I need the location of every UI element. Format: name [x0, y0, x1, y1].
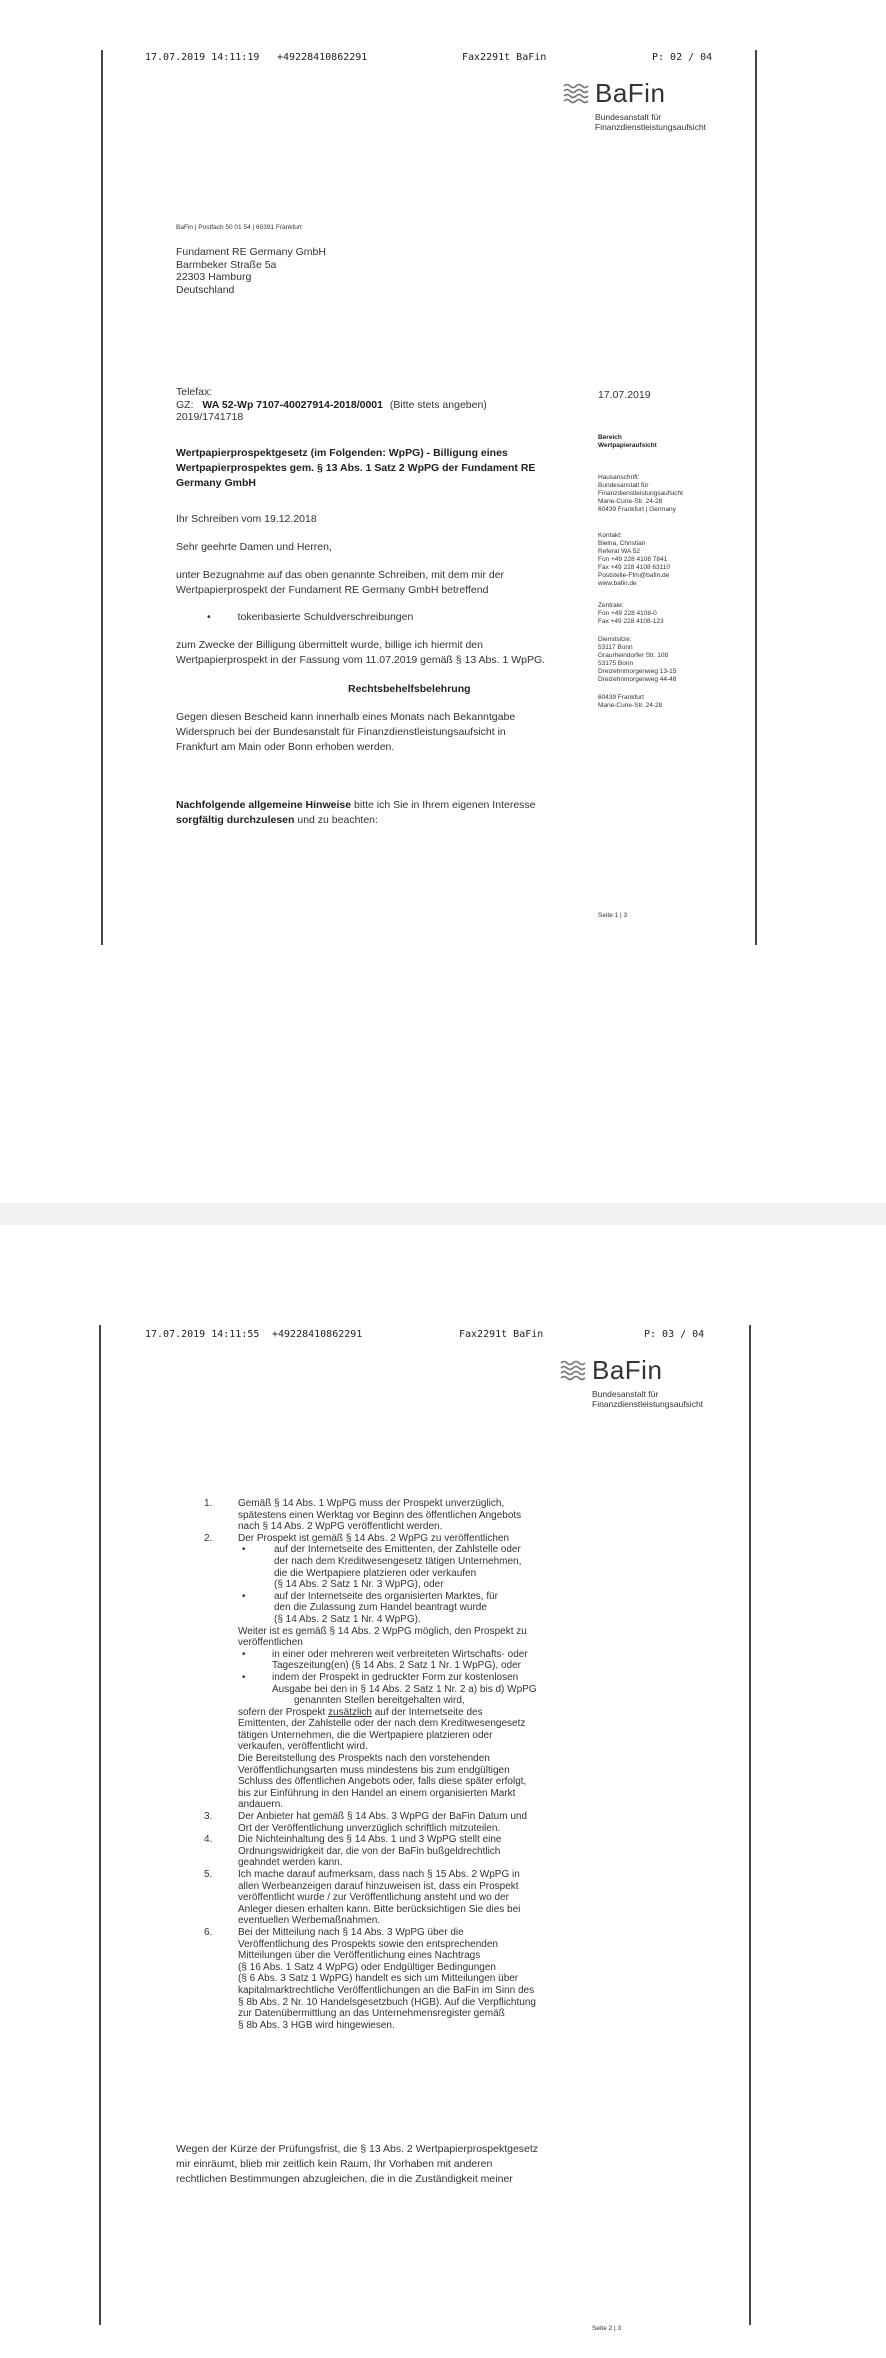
page-footer: Seite 2 | 3 [592, 2325, 622, 2332]
sidebar-frankfurt [598, 694, 662, 710]
side-line: 53117 Bonn [598, 644, 633, 651]
closing-line: Wegen der Kürze der Prüfungsfrist, die § 13 Abs. 2 Wertpapierprospektgesetz [176, 2143, 539, 2155]
list-item [204, 1985, 584, 1997]
letter-date: 17.07.2019 [598, 389, 651, 401]
logo-subtitle [592, 1389, 703, 1409]
body-line: Widerspruch bei der Bundesanstalt für Finanzdienstleistungsaufsicht in [176, 726, 506, 738]
list-text: Schluss des öffentlichen Angebots oder, falls diese später erfolgt, [238, 1776, 527, 1788]
list-text: kapitalmarktrechtliche Veröffentlichungen an die BaFin im Sinn des [238, 1984, 535, 1996]
gz-value: WA 52-Wp 7107-40027914-2018/0001 [202, 398, 383, 411]
body-line: unter Bezugnahme auf das oben genannte Schreiben, mit dem mir der [176, 569, 505, 581]
side-line: Graurheindorfer Str. 108 [598, 652, 669, 659]
left-margin-line [101, 50, 103, 945]
list-item [204, 1695, 584, 1707]
telefax-label: Telefax: [176, 386, 213, 398]
body-paragraph-2 [176, 638, 545, 668]
list-item [204, 1776, 584, 1788]
list-item [204, 1973, 584, 1985]
list-text: nach § 14 Abs. 2 WpPG veröffentlicht werden. [238, 1521, 443, 1533]
side-line: Fon +49 228 4108-0 [598, 610, 657, 617]
bullet-dot: • [242, 1544, 246, 1556]
list-item [204, 1602, 584, 1614]
list-text: die die Wertpapiere platzieren oder verkaufen [274, 1567, 477, 1579]
list-text: Ordnungswidrigkeit dar, die von der BaFin bußgeldrechtlich [238, 1845, 501, 1857]
list-text: geahndet werden kann. [238, 1857, 343, 1869]
right-margin-line [749, 1325, 751, 2325]
list-text: tätigen Unternehmen, die die Wertpapiere platzieren oder [238, 1729, 493, 1741]
list-item [204, 1637, 584, 1649]
list-item [204, 1684, 584, 1696]
hinweise-bold: Nachfolgende allgemeine Hinweise [176, 799, 352, 811]
list-item [204, 1753, 584, 1765]
list-text: Tageszeitung(en) (§ 14 Abs. 2 Satz 1 Nr. 1 WpPG), oder [272, 1660, 522, 1672]
reference-block [176, 386, 487, 424]
list-item [204, 1660, 584, 1672]
list-item [204, 1904, 584, 1916]
bafin-logo [563, 78, 723, 134]
gz-label: GZ: [176, 398, 194, 411]
salutation: Sehr geehrte Damen und Herren, [176, 541, 332, 553]
side-line: Finanzdienstleistungsaufsicht [598, 490, 683, 497]
list-item [204, 1939, 584, 1951]
list-number: 2. [204, 1532, 213, 1544]
logo-subtitle-line: Bundesanstalt für [595, 112, 662, 122]
side-line: Dienstsitze: [598, 636, 632, 643]
body-line: Wertpapierprospekt in der Fassung vom 11.07.2019 gemäß § 13 Abs. 1 WpPG. [176, 654, 546, 666]
fax-page-2 [0, 1225, 886, 2358]
list-item [204, 1788, 584, 1800]
side-line: Hausanschrift: [598, 474, 640, 481]
recipient-address [176, 246, 326, 296]
list-item [204, 1533, 584, 1545]
logo-name: BaFin [595, 78, 666, 108]
list-item [204, 1811, 584, 1823]
list-item [204, 1869, 584, 1881]
body-line: Gegen diesen Bescheid kann innerhalb eines Monats nach Bekanntgabe [176, 711, 516, 723]
side-line: Dreizehnmorgenweg 13-15 [598, 668, 677, 675]
list-text: Weiter ist es gemäß § 14 Abs. 2 WpPG möglich, den Prospekt zu [238, 1625, 527, 1637]
closing-line: rechtlichen Bestimmungen abzugleichen, die in die Zuständigkeit meiner [176, 2173, 513, 2185]
list-item [204, 1544, 584, 1556]
hints-list [204, 1498, 584, 2031]
list-item [204, 1950, 584, 1962]
list-item [204, 1707, 584, 1719]
list-text: § 8b Abs. 2 Nr. 10 Handelsgesetzbuch (HGB). Auf die Verpflichtung [238, 1996, 536, 2008]
list-item [204, 1568, 584, 1580]
right-margin-line [755, 50, 757, 945]
list-text: Veröffentlichung des Prospekts sowie den entsprechenden [238, 1938, 498, 1950]
side-line: Fax +49 228 4108 63110 [598, 564, 670, 571]
recipient-line: 22303 Hamburg [176, 271, 252, 283]
body-line: Frankfurt am Main oder Bonn erhoben werden. [176, 741, 395, 753]
sidebar-dienstsitze [598, 636, 676, 684]
side-line: Bielna, Christian [598, 540, 646, 547]
list-text: indem der Prospekt in gedruckter Form zur kostenlosen [272, 1671, 519, 1683]
hinweise-text: bitte ich Sie in Ihrem eigenen Interesse [351, 799, 536, 811]
list-number: 4. [204, 1834, 213, 1846]
list-text: Emittenten, der Zahlstelle oder der nach dem Kreditwesengesetz [238, 1718, 526, 1730]
body-line: Wertpapierprospekt der Fundament RE Germany GmbH betreffend [176, 584, 489, 596]
hinweise-intro [176, 798, 536, 828]
list-item [204, 1823, 584, 1835]
list-text: auf der Internetseite des Emittenten, der Zahlstelle oder [274, 1544, 521, 1556]
bullet-dot: • [242, 1590, 246, 1602]
bullet-item [207, 610, 413, 624]
list-text: Die Nichteinhaltung des § 14 Abs. 1 und 3 WpPG stellt eine [238, 1834, 502, 1846]
list-text: Mitteilungen über die Veröffentlichung eines Nachtrags [238, 1950, 481, 1962]
fax-page-number: P: 02 / 04 [652, 52, 713, 63]
list-item [204, 1881, 584, 1893]
fax-timestamp: 17.07.2019 14:11:55 [145, 1329, 260, 1340]
side-line: Referat WA 52 [598, 548, 641, 555]
bullet-dot: • [207, 611, 211, 623]
bafin-logo [560, 1355, 720, 1411]
list-text: in einer oder mehreren weit verbreiteten Wirtschafts- oder [272, 1648, 528, 1660]
list-text: (§ 6 Abs. 3 Satz 1 WpPG) handelt es sich um Mitteilungen über [238, 1973, 519, 1985]
subject-line [176, 446, 535, 491]
side-line: Marie-Curie-Str. 24-28 [598, 498, 663, 505]
list-text: (§ 14 Abs. 2 Satz 1 Nr. 4 WpPG). [274, 1613, 421, 1625]
sender-line: BaFin | Postfach 50 01 54 | 60391 Frankfurt [176, 224, 302, 231]
rechtsbehelf-heading: Rechtsbehelfsbelehrung [348, 683, 471, 695]
list-text: andauern. [238, 1799, 284, 1811]
list-item [204, 1614, 584, 1626]
list-text: spätestens einen Werktag vor Beginn des öffentlichen Angebots [238, 1509, 522, 1521]
side-line: Fax +49 228 4108-123 [598, 618, 664, 625]
bullet-text: tokenbasierte Schuldverschreibungen [237, 611, 414, 623]
list-item [204, 1997, 584, 2009]
left-margin-line [99, 1325, 101, 2325]
side-line: www.bafin.de [598, 580, 637, 587]
sidebar-bereich [598, 434, 657, 450]
side-line: Dreizehnmorgenweg 44-48 [598, 676, 677, 683]
list-item [204, 1962, 584, 1974]
list-text: bis zur Einführung in den Handel an einem organisierten Markt [238, 1787, 516, 1799]
hinweise-line [176, 798, 536, 813]
list-text: genannten Stellen bereitgehalten wird, [294, 1695, 465, 1707]
subject-text: Wertpapierprospektgesetz (im Folgenden: WpPG) - Billigung eines [176, 447, 508, 459]
body-paragraph-1 [176, 568, 504, 598]
subject-text: Germany GmbH [176, 477, 256, 489]
hinweise-text: und zu beachten: [294, 814, 378, 826]
subject-text: Wertpapierprospektes gem. § 13 Abs. 1 Satz 2 WpPG der Fundament RE [176, 462, 536, 474]
list-text: Der Anbieter hat gemäß § 14 Abs. 3 WpPG der BaFin Datum und [238, 1811, 528, 1823]
logo-subtitle [595, 112, 706, 132]
fax-number: +49228410862291 [277, 52, 368, 63]
list-item [204, 1510, 584, 1522]
list-text: Der Prospekt ist gemäß § 14 Abs. 2 WpPG zu veröffentlichen [238, 1532, 510, 1544]
list-item [204, 1591, 584, 1603]
recipient-line: Barmbeker Straße 5a [176, 258, 277, 271]
list-text: der nach dem Kreditwesengesetz tätigen Unternehmen, [274, 1555, 522, 1567]
list-text: Ich mache darauf aufmerksam, dass nach § 15 Abs. 2 WpPG in [238, 1869, 520, 1880]
list-text: Veröffentlichungsarten muss mindestens bis zum endgültigen [238, 1764, 510, 1776]
list-text: veröffentlicht wurde / zur Veröffentlichung ansteht und wo der [238, 1892, 509, 1904]
list-item [204, 1915, 584, 1927]
side-line: 60439 Frankfurt | Germany [598, 506, 676, 513]
bereich-value: Wertpapieraufsicht [598, 442, 657, 449]
list-item [204, 2008, 584, 2020]
hinweise-bold: sorgfältig durchzulesen [176, 814, 295, 826]
list-number: 6. [204, 1926, 213, 1938]
hinweise-line [176, 813, 536, 828]
bafin-waves-icon [560, 1359, 586, 1381]
list-text: veröffentlichen [238, 1637, 303, 1649]
bereich-label: Bereich [598, 434, 622, 441]
list-item [204, 1579, 584, 1591]
bullet-dot: • [242, 1671, 246, 1683]
logo-subtitle-line: Finanzdienstleistungsaufsicht [592, 1399, 704, 1409]
closing-line: mir einräumt, blieb mir zeitlich kein Raum, Ihr Vorhaben mit anderen [176, 2158, 493, 2170]
list-text: allen Werbeanzeigen darauf hinzuweisen ist, dass ein Prospekt [238, 1880, 519, 1892]
body-line: zum Zwecke der Billigung übermittelt wurde, billige ich hiermit den [176, 639, 483, 651]
side-line: Bundesanstalt für [598, 482, 649, 489]
side-line: Marie-Curie-Str. 24-28 [598, 702, 663, 709]
fax-channel: Fax2291t BaFin [459, 1329, 544, 1340]
gz-note: (Bitte stets angeben) [389, 398, 487, 411]
fax-page-number: P: 03 / 04 [644, 1329, 705, 1340]
list-item [204, 1857, 584, 1869]
list-text: eventuellen Werbemaßnahmen. [238, 1915, 381, 1927]
list-text: auf der Internetseite des organisierten Marktes, für [274, 1590, 499, 1602]
list-item [204, 1892, 584, 1904]
bullet-dot: • [242, 1648, 246, 1660]
list-item [204, 1765, 584, 1777]
list-text: § 8b Abs. 3 HGB wird hingewiesen. [238, 2019, 395, 2031]
underlined-word: zusätzlich [328, 1706, 372, 1718]
list-item [204, 1741, 584, 1753]
list-text: zur Datenübermittlung an das Unternehmensregister gemäß [238, 2008, 505, 2020]
list-text: verkaufen, veröffentlicht wird. [238, 1741, 368, 1753]
side-line: Poststelle-Ffm@bafin.de [598, 572, 670, 579]
logo-subtitle-line: Bundesanstalt für [592, 1389, 659, 1399]
reference-number: 2019/1741718 [176, 411, 244, 423]
list-text: (§ 16 Abs. 1 Satz 4 WpPG) oder Endgültiger Bedingungen [238, 1961, 496, 1973]
recipient-line: Deutschland [176, 283, 235, 296]
closing-paragraph [176, 2142, 538, 2187]
list-text: Bei der Mitteilung nach § 14 Abs. 3 WpPG über die [238, 1926, 464, 1938]
list-item [204, 2020, 584, 2032]
fax-number: +49228410862291 [272, 1329, 363, 1340]
list-item [204, 1672, 584, 1684]
sidebar-kontakt [598, 532, 670, 588]
side-line: Zentrale: [598, 602, 624, 609]
fax-channel: Fax2291t BaFin [462, 52, 547, 63]
fax-timestamp: 17.07.2019 14:11:19 [145, 52, 260, 63]
list-number: 1. [204, 1498, 213, 1509]
sidebar-hausanschrift [598, 474, 683, 514]
list-text: (§ 14 Abs. 2 Satz 1 Nr. 3 WpPG), oder [274, 1579, 444, 1591]
list-text: Die Bereitstellung des Prospekts nach den vorstehenden [238, 1753, 490, 1765]
list-text: sofern der Prospekt zusätzlich auf der Internetseite des [238, 1706, 483, 1718]
rechtsbehelf-text [176, 710, 515, 755]
list-item [204, 1626, 584, 1638]
list-item [204, 1521, 584, 1533]
list-item [204, 1799, 584, 1811]
logo-subtitle-line: Finanzdienstleistungsaufsicht [595, 122, 707, 132]
list-item [204, 1649, 584, 1661]
list-item [204, 1718, 584, 1730]
side-line: Kontakt: [598, 532, 622, 539]
list-number: 3. [204, 1811, 213, 1823]
recipient-line: Fundament RE Germany GmbH [176, 246, 326, 258]
sidebar-zentrale [598, 602, 664, 626]
list-text: den die Zulassung zum Handel beantragt wurde [274, 1602, 487, 1614]
list-item [204, 1498, 584, 1510]
list-item [204, 1556, 584, 1568]
list-text: Ort der Veröffentlichung unverzüglich schriftlich mitzuteilen. [238, 1822, 501, 1834]
logo-name: BaFin [592, 1355, 663, 1385]
list-item [204, 1834, 584, 1846]
bafin-waves-icon [563, 82, 589, 104]
list-item [204, 1730, 584, 1742]
your-letter-line: Ihr Schreiben vom 19.12.2018 [176, 513, 317, 525]
side-line: Fon +49 228 4108 7841 [598, 556, 668, 563]
list-text: Gemäß § 14 Abs. 1 WpPG muss der Prospekt unverzüglich, [238, 1498, 505, 1509]
page-footer: Seite 1 | 3 [598, 912, 628, 919]
list-text: Anleger diesen erhalten kann. Bitte berücksichtigen Sie dies bei [238, 1903, 521, 1915]
side-line: 53175 Bonn [598, 660, 634, 667]
list-number: 5. [204, 1869, 213, 1880]
list-item [204, 1927, 584, 1939]
list-item [204, 1846, 584, 1858]
gz-line [176, 399, 487, 412]
list-text: Ausgabe bei den in § 14 Abs. 2 Satz 1 Nr. 2 a) bis d) WpPG [272, 1683, 537, 1695]
side-line: 60439 Frankfurt [598, 694, 644, 701]
